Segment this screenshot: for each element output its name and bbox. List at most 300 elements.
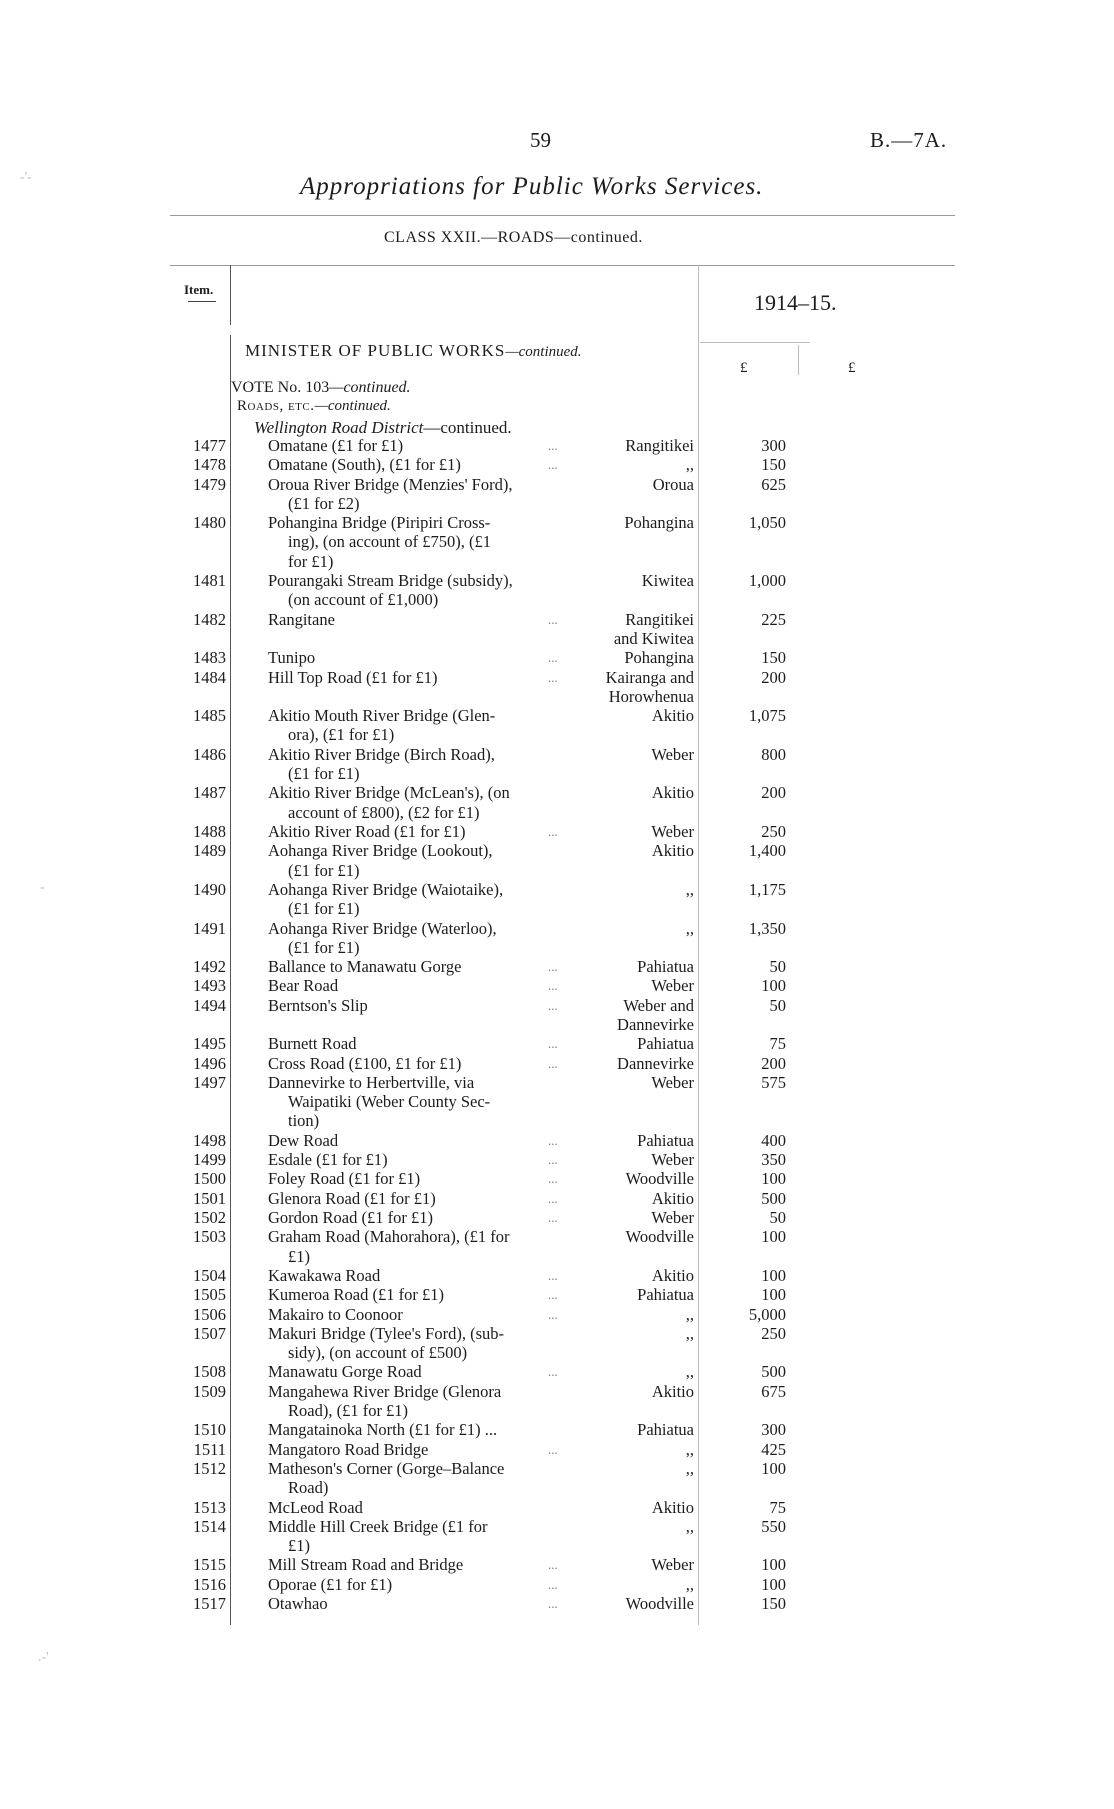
item-number: 1495 xyxy=(193,1034,226,1054)
amount-value: 300 xyxy=(761,1420,786,1440)
item-description xyxy=(268,1227,568,1266)
item-description-line: Manawatu Gorge Road xyxy=(268,1362,422,1382)
item-description-line: Gordon Road (£1 for £1) xyxy=(268,1208,433,1227)
county-line: ,, xyxy=(685,918,694,938)
item-description xyxy=(268,1362,568,1381)
item-description-line: Cross Road (£100, £1 for £1) xyxy=(268,1053,462,1073)
county-line: ,, xyxy=(685,1439,694,1459)
item-description-line: Mangatainoka North (£1 for £1) ... xyxy=(268,1420,498,1440)
county-line: Akitio xyxy=(651,841,694,861)
amount-value: 300 xyxy=(761,436,786,455)
county-line: Pohangina xyxy=(624,648,694,668)
item-description-line: Waipatiki (Weber County Sec- xyxy=(288,1092,491,1112)
county-name xyxy=(572,1459,694,1478)
county-line: ,, xyxy=(685,879,694,899)
item-description-line: Dannevirke to Herbertville, via xyxy=(268,1072,475,1092)
item-description-line: Omatane (South), (£1 for £1) xyxy=(268,455,461,475)
item-number: 1509 xyxy=(193,1381,226,1401)
item-description xyxy=(268,1459,568,1498)
county-name xyxy=(572,610,694,649)
amount-value: 5,000 xyxy=(748,1304,786,1324)
county-line: Pahiatua xyxy=(637,1130,694,1150)
item-description-line: Mill Stream Road and Bridge xyxy=(268,1555,464,1575)
district-name: Wellington Road District xyxy=(254,418,424,437)
leader-dots: ... xyxy=(548,1171,558,1187)
item-number: 1490 xyxy=(193,879,226,899)
amount-value: 1,350 xyxy=(748,918,786,938)
county-name xyxy=(572,996,694,1035)
county-line: Kairanga and xyxy=(605,667,694,687)
item-number: 1484 xyxy=(193,667,226,687)
item-description-line: (£1 for £1) xyxy=(288,860,360,880)
amount-value: 150 xyxy=(761,648,786,668)
county-name xyxy=(572,1073,694,1092)
item-description-line: ing), (on account of £750), (£1 xyxy=(288,532,491,552)
county-name xyxy=(572,475,694,494)
item-description-line: Kawakawa Road xyxy=(268,1265,381,1285)
county-line: Akitio xyxy=(651,783,694,803)
county-name xyxy=(572,1324,694,1343)
item-description-line: Pohangina Bridge (Piripiri Cross- xyxy=(268,513,491,533)
item-number: 1479 xyxy=(193,474,226,494)
item-number: 1508 xyxy=(193,1362,226,1382)
item-description-line: Burnett Road xyxy=(268,1034,357,1054)
amount-value: 625 xyxy=(761,474,786,494)
item-description xyxy=(268,1517,568,1556)
item-number: 1496 xyxy=(193,1053,226,1073)
amount-value: 250 xyxy=(761,1323,786,1343)
item-description-line: Road) xyxy=(288,1478,329,1498)
item-description xyxy=(268,1420,568,1439)
county-line: Rangitikei xyxy=(625,609,694,629)
item-description xyxy=(268,841,568,880)
item-description xyxy=(268,1498,568,1517)
item-number: 1504 xyxy=(193,1265,226,1285)
minister-name: MINISTER OF PUBLIC WORKS xyxy=(245,341,506,360)
item-description-line: Aohanga River Bridge (Waiotaike), xyxy=(268,879,504,899)
leader-dots: ... xyxy=(548,457,558,473)
county-name xyxy=(572,976,694,995)
county-line: ,, xyxy=(685,1362,694,1382)
county-line: ,, xyxy=(685,1304,694,1324)
item-description xyxy=(268,822,568,841)
item-description xyxy=(268,513,568,571)
amount-value: 225 xyxy=(761,609,786,629)
amount-value: 50 xyxy=(769,1208,786,1227)
county-name xyxy=(572,1285,694,1304)
leader-dots: ... xyxy=(548,1306,558,1322)
item-description-line: account of £800), (£2 for £1) xyxy=(288,802,480,822)
item-number: 1478 xyxy=(193,455,226,475)
county-name xyxy=(572,436,694,455)
county-name xyxy=(572,1150,694,1169)
roads-continued: —continued. xyxy=(314,398,391,414)
item-description xyxy=(268,648,568,667)
amount-value: 100 xyxy=(761,976,786,996)
county-line: and Kiwitea xyxy=(613,628,694,648)
amount-value: 1,050 xyxy=(748,513,786,533)
item-description xyxy=(268,783,568,822)
county-name xyxy=(572,957,694,976)
item-description-line: Dew Road xyxy=(268,1130,339,1150)
item-description xyxy=(268,1266,568,1285)
county-line: Weber xyxy=(651,1150,694,1170)
amount-value: 200 xyxy=(761,783,786,803)
leader-dots: ... xyxy=(548,1152,558,1168)
item-description xyxy=(268,610,568,629)
county-line: Weber xyxy=(651,822,694,841)
item-number: 1501 xyxy=(193,1188,226,1208)
item-number: 1502 xyxy=(193,1208,226,1227)
item-number: 1489 xyxy=(193,841,226,861)
county-name xyxy=(572,1034,694,1053)
item-number: 1503 xyxy=(193,1227,226,1247)
county-name xyxy=(572,1169,694,1188)
item-description-line: Omatane (£1 for £1) xyxy=(268,436,404,455)
county-line: Woodville xyxy=(625,1169,694,1189)
currency-label-1: £ xyxy=(740,360,748,376)
item-description-line: Mangatoro Road Bridge xyxy=(268,1439,429,1459)
item-number: 1486 xyxy=(193,744,226,764)
item-description-line: Bear Road xyxy=(268,976,339,996)
amount-value: 100 xyxy=(761,1265,786,1285)
leader-dots: ... xyxy=(548,997,558,1013)
item-description-line: ora), (£1 for £1) xyxy=(288,725,395,745)
leader-dots: ... xyxy=(548,1036,558,1052)
margin-mark: - xyxy=(40,880,45,895)
county-name xyxy=(572,706,694,725)
amount-value: 100 xyxy=(761,1458,786,1478)
item-number: 1477 xyxy=(193,436,226,455)
roads-heading xyxy=(237,398,391,415)
county-line: Rangitikei xyxy=(625,436,694,455)
county-line: Dannevirke xyxy=(617,1053,694,1073)
item-description xyxy=(268,1034,568,1053)
item-number: 1492 xyxy=(193,957,226,977)
county-line: Weber xyxy=(651,976,694,996)
leader-dots: ... xyxy=(548,1441,558,1457)
county-name xyxy=(572,1498,694,1517)
item-description-line: Akitio River Bridge (McLean's), (on xyxy=(268,783,510,803)
county-line: Weber xyxy=(651,744,694,764)
county-name xyxy=(572,1594,694,1613)
document-reference: B.—7A. xyxy=(870,128,948,152)
item-description xyxy=(268,996,568,1015)
leader-dots: ... xyxy=(548,438,558,453)
leader-dots: ... xyxy=(548,650,558,666)
item-number: 1514 xyxy=(193,1516,226,1536)
leader-dots: ... xyxy=(548,1190,558,1206)
county-line: Weber xyxy=(651,1072,694,1092)
district-heading xyxy=(254,418,512,438)
item-number: 1488 xyxy=(193,822,226,841)
item-description xyxy=(268,455,568,474)
item-description xyxy=(268,880,568,919)
county-name xyxy=(572,455,694,474)
county-name xyxy=(572,1189,694,1208)
item-description xyxy=(268,1150,568,1169)
margin-mark: .-' xyxy=(38,1650,49,1665)
item-description xyxy=(268,668,568,687)
county-line: Weber xyxy=(651,1208,694,1227)
amount-value: 675 xyxy=(761,1381,786,1401)
item-description-line: Makuri Bridge (Tylee's Ford), (sub- xyxy=(268,1323,504,1343)
item-description-line: £1) xyxy=(288,1536,310,1556)
leader-dots: ... xyxy=(548,669,558,685)
item-number: 1482 xyxy=(193,609,226,629)
item-description xyxy=(268,745,568,784)
amount-value: 350 xyxy=(761,1150,786,1170)
year-column-header: 1914–15. xyxy=(754,290,837,315)
vote-number: VOTE No. 103 xyxy=(231,379,330,396)
amount-value: 575 xyxy=(761,1072,786,1092)
leader-dots: ... xyxy=(548,611,558,627)
county-line: ,, xyxy=(685,1516,694,1536)
item-description xyxy=(268,1189,568,1208)
county-line: Horowhenua xyxy=(608,686,694,706)
item-description-line: Pourangaki Stream Bridge (subsidy), xyxy=(268,571,513,591)
item-description-line: McLeod Road xyxy=(268,1497,363,1517)
item-description-line: (£1 for £1) xyxy=(288,899,360,919)
county-line: Akitio xyxy=(651,706,694,726)
item-number: 1497 xyxy=(193,1072,226,1092)
county-line: Akitio xyxy=(651,1188,694,1208)
county-name xyxy=(572,571,694,590)
item-description-line: Akitio River Bridge (Birch Road), xyxy=(268,744,495,764)
county-name xyxy=(572,1131,694,1150)
county-name xyxy=(572,1362,694,1381)
currency-label-2: £ xyxy=(848,360,856,376)
county-line: Pahiatua xyxy=(637,1034,694,1054)
item-column-header: Item. xyxy=(184,282,214,297)
district-continued: —continued. xyxy=(423,418,512,437)
minister-continued: —continued. xyxy=(505,344,582,360)
amount-value: 500 xyxy=(761,1362,786,1382)
amount-value: 800 xyxy=(761,744,786,764)
county-name xyxy=(572,745,694,764)
item-number: 1512 xyxy=(193,1458,226,1478)
item-description-line: £1) xyxy=(288,1246,310,1266)
county-line: Woodville xyxy=(625,1227,694,1247)
page-title: Appropriations for Public Works Services. xyxy=(300,173,764,200)
item-description xyxy=(268,475,568,514)
item-number: 1480 xyxy=(193,513,226,533)
county-line: Akitio xyxy=(651,1497,694,1517)
county-name xyxy=(572,1208,694,1227)
county-name xyxy=(572,1575,694,1594)
amount-value: 100 xyxy=(761,1227,786,1247)
item-number: 1498 xyxy=(193,1130,226,1150)
item-number: 1513 xyxy=(193,1497,226,1517)
leader-dots: ... xyxy=(548,1364,558,1380)
leader-dots: ... xyxy=(548,1596,558,1611)
header-top-rule xyxy=(170,265,955,266)
item-description-line: sidy), (on account of £500) xyxy=(288,1343,468,1363)
county-name xyxy=(572,1227,694,1246)
county-name xyxy=(572,1555,694,1574)
item-description-line: Tunipo xyxy=(268,648,316,668)
county-name xyxy=(572,1305,694,1324)
item-description-line: for £1) xyxy=(288,551,334,571)
county-line: Pahiatua xyxy=(637,957,694,977)
item-description-line: (£1 for £1) xyxy=(288,764,360,784)
item-description xyxy=(268,571,568,610)
item-number: 1511 xyxy=(193,1439,226,1459)
item-description-line: Otawhao xyxy=(268,1594,328,1613)
county-name xyxy=(572,1420,694,1439)
item-description-line: Oroua River Bridge (Menzies' Ford), xyxy=(268,474,513,494)
item-description xyxy=(268,1073,568,1131)
roads-label: Roads, etc. xyxy=(237,398,315,414)
county-line: Pahiatua xyxy=(637,1420,694,1440)
item-description-line: (on account of £1,000) xyxy=(288,590,439,610)
county-name xyxy=(572,1054,694,1073)
minister-heading xyxy=(245,341,582,361)
amount-value: 75 xyxy=(769,1034,786,1054)
amount-value: 150 xyxy=(761,455,786,475)
item-number: 1481 xyxy=(193,571,226,591)
county-line: Oroua xyxy=(652,474,694,494)
amount-header-rule xyxy=(700,342,810,343)
item-number: 1507 xyxy=(193,1323,226,1343)
county-line: Woodville xyxy=(625,1594,694,1613)
item-description xyxy=(268,919,568,958)
county-name xyxy=(572,1517,694,1536)
amount-value: 200 xyxy=(761,1053,786,1073)
item-description-line: Aohanga River Bridge (Lookout), xyxy=(268,841,493,861)
amount-value: 100 xyxy=(761,1574,786,1594)
county-line: Weber and xyxy=(623,995,694,1015)
amount-value: 500 xyxy=(761,1188,786,1208)
county-line: Dannevirke xyxy=(617,1014,694,1034)
item-description xyxy=(268,1324,568,1363)
item-description xyxy=(268,957,568,976)
amount-value: 200 xyxy=(761,667,786,687)
leader-dots: ... xyxy=(548,1267,558,1283)
item-description xyxy=(268,1169,568,1188)
county-name xyxy=(572,822,694,841)
leader-dots: ... xyxy=(548,1132,558,1148)
county-name xyxy=(572,783,694,802)
item-number: 1483 xyxy=(193,648,226,668)
item-description xyxy=(268,1131,568,1150)
amount-value: 75 xyxy=(769,1497,786,1517)
item-description xyxy=(268,1575,568,1594)
leader-dots: ... xyxy=(548,1557,558,1573)
item-description xyxy=(268,1208,568,1227)
leader-dots: ... xyxy=(548,1210,558,1225)
item-description-line: Akitio River Road (£1 for £1) xyxy=(268,822,466,841)
item-description xyxy=(268,1440,568,1459)
amount-value: 1,000 xyxy=(748,571,786,591)
amount-value: 550 xyxy=(761,1516,786,1536)
item-number: 1515 xyxy=(193,1555,226,1575)
item-description-line: Hill Top Road (£1 for £1) xyxy=(268,667,438,687)
amount-value: 425 xyxy=(761,1439,786,1459)
title-rule xyxy=(170,215,955,216)
item-number: 1493 xyxy=(193,976,226,996)
item-description xyxy=(268,1594,568,1613)
class-heading: CLASS XXII.—ROADS—continued. xyxy=(384,229,643,246)
item-description xyxy=(268,1555,568,1574)
amount-value: 250 xyxy=(761,822,786,841)
leader-dots: ... xyxy=(548,1055,558,1071)
margin-mark: -'- xyxy=(20,170,32,185)
county-name xyxy=(572,1266,694,1285)
item-description xyxy=(268,1382,568,1421)
item-column-rule-top xyxy=(230,265,231,325)
item-description-line: Kumeroa Road (£1 for £1) xyxy=(268,1285,444,1305)
item-description-line: Glenora Road (£1 for £1) xyxy=(268,1188,436,1208)
item-number: 1505 xyxy=(193,1285,226,1305)
item-description xyxy=(268,1285,568,1304)
amount-value: 1,175 xyxy=(748,879,786,899)
county-line: ,, xyxy=(685,1574,694,1594)
leader-dots: ... xyxy=(548,978,558,994)
amount-value: 100 xyxy=(761,1285,786,1305)
county-line: ,, xyxy=(685,1458,694,1478)
item-description-line: Akitio Mouth River Bridge (Glen- xyxy=(268,706,496,726)
county-line: Pahiatua xyxy=(637,1285,694,1305)
vote-heading xyxy=(231,379,411,397)
item-number: 1485 xyxy=(193,706,226,726)
item-description-line: Graham Road (Mahorahora), (£1 for xyxy=(268,1227,510,1247)
leader-dots: ... xyxy=(548,959,558,975)
item-description-line: Mangahewa River Bridge (Glenora xyxy=(268,1381,502,1401)
item-number: 1506 xyxy=(193,1304,226,1324)
county-name xyxy=(572,919,694,938)
county-name xyxy=(572,880,694,899)
county-name xyxy=(572,668,694,707)
leader-dots: ... xyxy=(548,1576,558,1592)
item-header-underline xyxy=(188,301,216,302)
county-line: ,, xyxy=(685,1323,694,1343)
county-name xyxy=(572,513,694,532)
county-line: Akitio xyxy=(651,1381,694,1401)
amount-value: 100 xyxy=(761,1555,786,1575)
amount-value: 100 xyxy=(761,1169,786,1189)
item-description xyxy=(268,436,568,455)
item-description-line: (£1 for £1) xyxy=(288,937,360,957)
item-description-line: Road), (£1 for £1) xyxy=(288,1400,409,1420)
item-description-line: Ballance to Manawatu Gorge xyxy=(268,957,462,977)
item-description-line: Foley Road (£1 for £1) xyxy=(268,1169,421,1189)
amount-value: 50 xyxy=(769,957,786,977)
county-name xyxy=(572,841,694,860)
item-number: 1499 xyxy=(193,1150,226,1170)
item-number: 1516 xyxy=(193,1574,226,1594)
amount-value: 50 xyxy=(769,995,786,1015)
county-name xyxy=(572,648,694,667)
amount-value: 150 xyxy=(761,1594,786,1613)
item-description-line: tion) xyxy=(288,1111,320,1131)
item-description-line: Matheson's Corner (Gorge–Balance xyxy=(268,1458,505,1478)
item-number: 1494 xyxy=(193,995,226,1015)
amount-column-rule xyxy=(798,345,799,375)
county-line: Pohangina xyxy=(624,513,694,533)
item-description-line: Oporae (£1 for £1) xyxy=(268,1574,393,1594)
page-number: 59 xyxy=(530,128,551,152)
leader-dots: ... xyxy=(548,824,558,839)
item-number: 1491 xyxy=(193,918,226,938)
county-column-rule xyxy=(698,265,699,1625)
item-description-line: (£1 for £2) xyxy=(288,493,360,513)
item-description-line: Esdale (£1 for £1) xyxy=(268,1150,388,1170)
item-description xyxy=(268,706,568,745)
item-number: 1500 xyxy=(193,1169,226,1189)
item-description-line: Rangitane xyxy=(268,609,335,629)
amount-value: 400 xyxy=(761,1130,786,1150)
